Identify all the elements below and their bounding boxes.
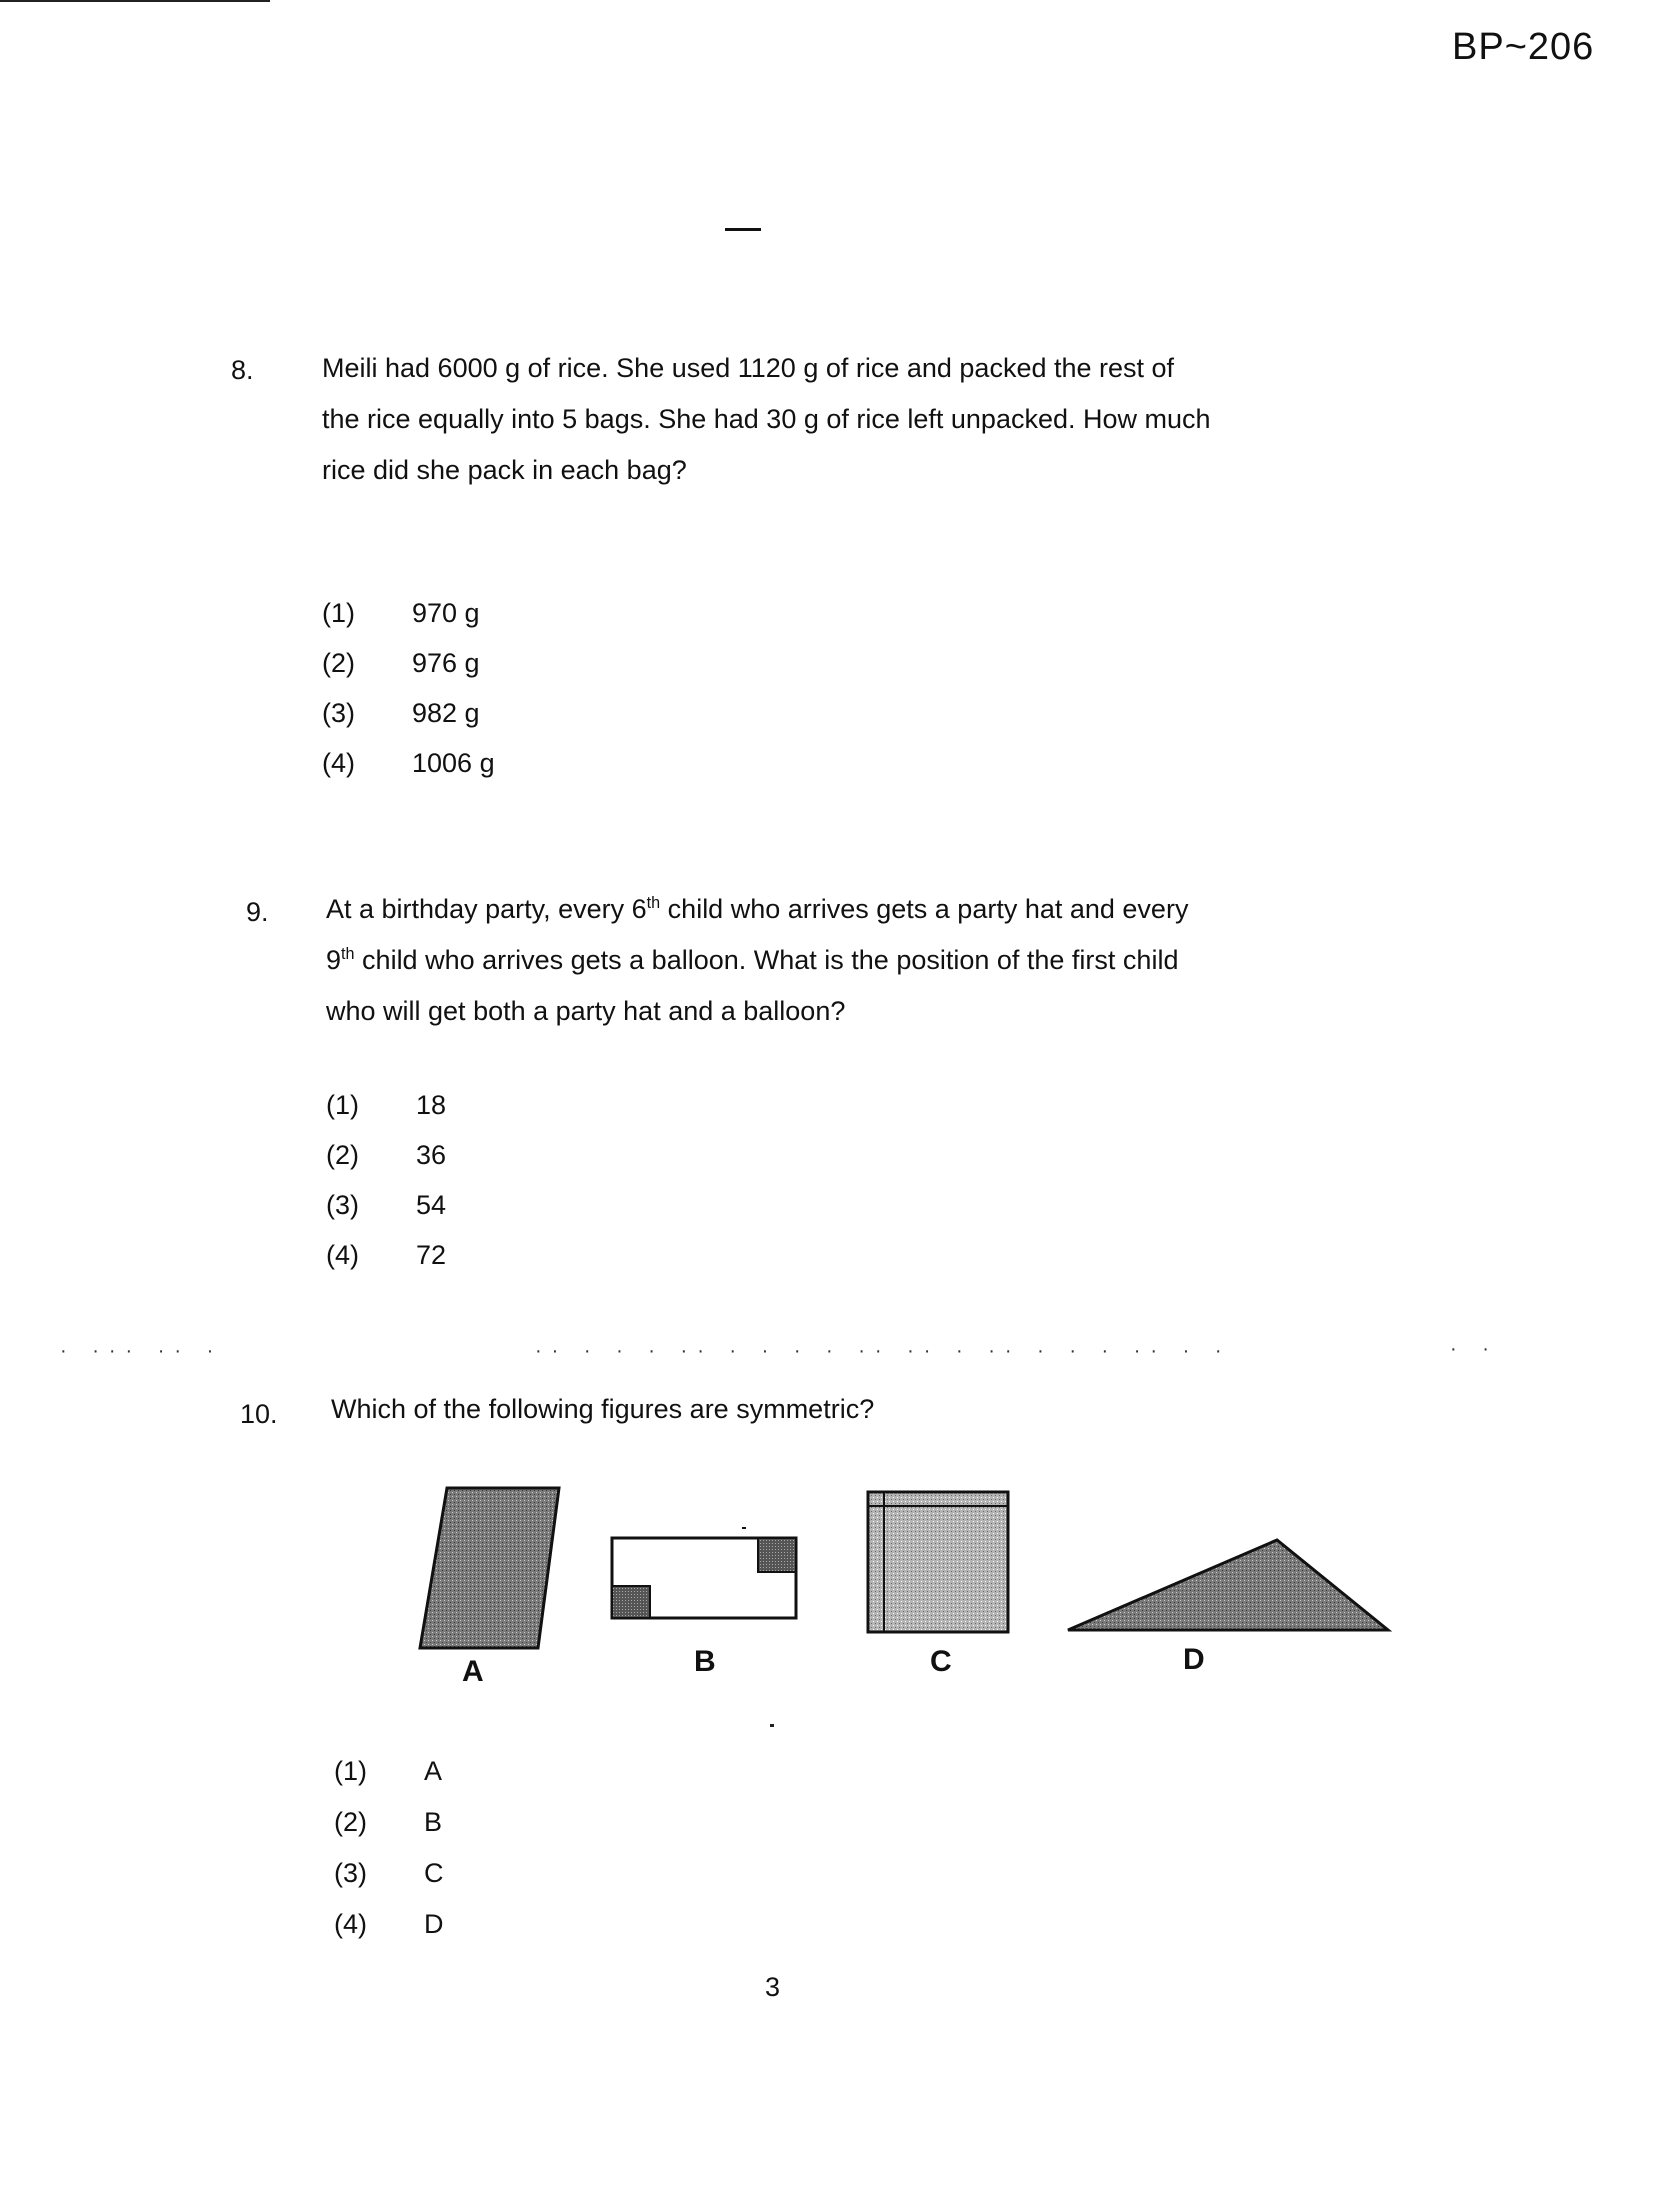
option-value: B — [424, 1807, 443, 1837]
option-item[interactable] — [334, 1899, 444, 1950]
option-value: 976 g — [412, 648, 480, 678]
question-9-line-1: At a birthday party, every 6th child who arrives gets a party hat and every — [326, 894, 1189, 924]
option-item[interactable] — [334, 1797, 444, 1848]
question-10-number: 10. — [240, 1399, 278, 1429]
option-label: (3) — [334, 1858, 367, 1888]
option-label: (1) — [334, 1756, 367, 1786]
page-number: 3 — [765, 1972, 781, 2002]
question-8-number: 8. — [231, 355, 254, 385]
question-8-line-3: rice did she pack in each bag? — [322, 455, 687, 485]
scan-noise: ·· · · · ·· · · · · ·· ·· · ·· · · · ·· · · — [535, 1340, 1232, 1362]
question-9-line-3: who will get both a party hat and a balloon? — [326, 996, 846, 1026]
figure-a-label: A — [462, 1655, 484, 1688]
question-8-line-1: Meili had 6000 g of rice. She used 1120 g of rice and packed the rest of — [322, 353, 1175, 383]
option-label: (2) — [322, 648, 355, 678]
option-value: D — [424, 1909, 444, 1939]
figure-b-rectangle — [612, 1528, 796, 1618]
figure-b-label: B — [694, 1645, 716, 1678]
figure-a-parallelogram — [420, 1488, 559, 1648]
option-label: (3) — [326, 1190, 359, 1220]
page-code: BP~206 — [1452, 26, 1595, 68]
scan-noise: · ··· ·· · — [60, 1340, 224, 1362]
option-label: (4) — [322, 748, 355, 778]
figure-d-label: D — [1183, 1643, 1205, 1676]
option-value: 72 — [416, 1240, 447, 1270]
figure-c-square — [868, 1492, 1008, 1632]
option-value: 982 g — [412, 698, 480, 728]
scan-speck — [770, 1724, 774, 1727]
option-value: 54 — [416, 1190, 447, 1220]
question-9-number: 9. — [246, 897, 269, 927]
option-item[interactable] — [334, 1848, 444, 1899]
option-label: (1) — [322, 598, 355, 628]
question-9-line-2: 9th child who arrives gets a balloon. What is the position of the first child — [326, 945, 1179, 975]
option-value: 1006 g — [412, 748, 495, 778]
option-value: 18 — [416, 1090, 447, 1120]
question-10-options — [334, 1746, 444, 1950]
scan-noise: · · — [1450, 1338, 1499, 1360]
question-10-text: Which of the following figures are symmetric? — [331, 1394, 875, 1424]
option-value: 36 — [416, 1140, 447, 1170]
option-label: (3) — [322, 698, 355, 728]
option-label: (1) — [326, 1090, 359, 1120]
figure-d-triangle — [1068, 1540, 1388, 1630]
option-label: (2) — [334, 1807, 367, 1837]
option-item[interactable] — [334, 1746, 444, 1797]
option-value: A — [424, 1756, 443, 1786]
question-8-line-2: the rice equally into 5 bags. She had 30 g of rice left unpacked. How much — [322, 404, 1211, 434]
option-label: (4) — [334, 1909, 367, 1939]
option-label: (4) — [326, 1240, 359, 1270]
option-label: (2) — [326, 1140, 359, 1170]
figure-c-label: C — [930, 1645, 952, 1678]
option-value: 970 g — [412, 598, 480, 628]
option-value: C — [424, 1858, 444, 1888]
